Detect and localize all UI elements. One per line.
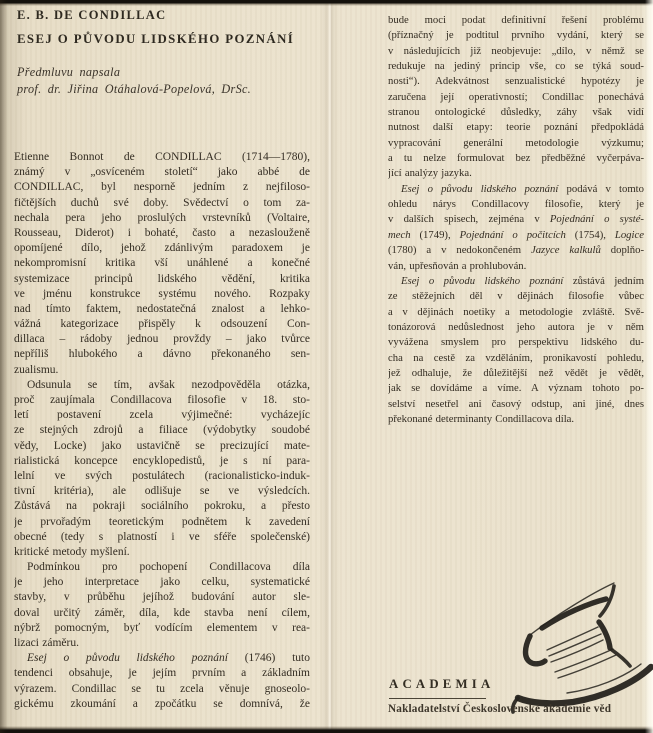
text-line: Podmínkou pro pochopení Condillacova díla	[27, 561, 310, 574]
paragraph-intro	[14, 150, 310, 378]
text-line: jež odhaluje, že důležitější než vědět je vědět,	[388, 366, 644, 379]
text-line: ohledu nárys Condillacovy filosofie, který je	[388, 198, 644, 211]
text-line: a tu nelze formulovat bez předběžné vyčerpáva-	[388, 152, 644, 165]
text-line: Esej o původu lidského poznání podává v tomto	[401, 182, 644, 195]
text-line: nutnost další etapy: teorie poznání předpokládá	[388, 121, 644, 134]
publisher-name: ACADEMIA	[389, 677, 495, 691]
text-line: Esej o původu lidského poznání (1746) tuto	[27, 652, 310, 665]
book-title: ESEJ O PŮVODU LIDSKÉHO POZNÁNÍ	[17, 32, 295, 46]
text-line: Zůstává na pokraji sociálního pokroku, a přesto	[14, 500, 310, 513]
text-line: selství nesetřel ani časový odstup, ani jiné, dnes	[388, 397, 644, 410]
open-book-sketch-icon	[495, 550, 653, 720]
text-line: lizaci záměru.	[14, 637, 79, 649]
right-text-column	[388, 13, 644, 427]
paragraph-question	[14, 378, 310, 560]
text-line: zaručena její operativností; Condillac ponechává	[388, 90, 644, 103]
text-line: nekompromisní kritika vší unáhlené a konečné	[14, 257, 310, 270]
text-line: jak se dovídáme a víme. A význam tohoto po-	[388, 382, 644, 395]
text-line: Odsunula se tím, avšak nezodpověděla otázka,	[27, 378, 310, 391]
text-line: gickému zkoumání a zpočátku se domnívá, že	[14, 697, 310, 710]
text-line: redukuje na jediný princip vše, co se týká soud-	[388, 60, 644, 73]
text-line: ze stejných zdrojů a filiace (výdobytky soudobé	[14, 424, 310, 437]
text-line: rialistická koncepce encyklopedistů, je s ní para-	[14, 454, 310, 467]
publisher-underline	[389, 698, 486, 699]
text-line: Etienne Bonnot de CONDILLAC (1714—1780),	[14, 151, 310, 163]
text-line: fičtějších duchů své doby. Svědectví o tom za-	[14, 196, 310, 209]
text-line: obecné (tedy s platností i ve sféře společenské)	[14, 530, 310, 543]
publisher-subtitle: Nakladatelství Československé akademie věd	[388, 703, 612, 715]
scan-edge-top	[0, 0, 653, 6]
scan-edge-bottom	[0, 726, 653, 733]
text-line: vědy, Locke) jako ustavičně se precizující mate-	[14, 439, 310, 452]
text-line: je prvořadým teoretickým podnětem k zavedení	[14, 515, 310, 528]
preface-credit	[17, 64, 251, 98]
text-line: ze stěžejních děl v dějinách filosofie vůbec	[388, 290, 644, 303]
paragraph-continuation	[388, 13, 644, 182]
text-line: (1780) a v nedokončeném Jazyce kalkulů doplňo-	[388, 244, 644, 257]
text-line: je jeho interpretace jako celku, systematické	[14, 576, 310, 589]
text-line: jící analýzy jazyka.	[388, 167, 472, 180]
text-line: doval určitý záměr, díla, kde stavba není cílem,	[14, 606, 310, 619]
text-line: vyvážena smyslem pro perspektivu lidského du-	[388, 336, 644, 349]
text-line: nosti“). Adekvátnost senzualistické hypotézy je	[388, 75, 644, 88]
text-line: CONDILLAC, byl nesporně jedním z nejfiloso-	[14, 181, 310, 194]
preface-author: prof. dr. Jiřina Otáhalová-Popelová, DrSc.	[17, 82, 252, 96]
text-line: stranou ontologické důsledky, záhy však vidí	[388, 106, 644, 119]
text-line: ván, upřesňován a prohlubován.	[388, 259, 527, 272]
text-line: dillaca – rádoby jednou provždy – jako tvůrce	[14, 333, 310, 346]
text-line: systemizace principů lidského vědění, kritika	[14, 272, 310, 285]
scan-edge-left	[0, 0, 7, 733]
paragraph-other-works	[388, 182, 644, 274]
text-line: letí postavení zcela výjimečné: vycházejíc	[14, 409, 310, 422]
text-line: a v dějinách noetiky a metodologie zvláště. Svě-	[388, 305, 644, 318]
text-line: proč zaujímala Condillacova filosofie v 18. sto-	[14, 394, 310, 406]
text-line: v dalších spisech, zejména v Pojednání o systé-	[388, 213, 644, 226]
author-name: E. B. DE CONDILLAC	[17, 8, 167, 22]
text-line: Rousseau, Diderot) i bohaté, často a nezaslouženě	[14, 226, 310, 239]
text-line: tonázorová nedůslednost jeho autora je v něm	[388, 320, 644, 333]
text-line: (příznačný je podtitul prvního vydání, který se	[388, 29, 644, 42]
text-line: známý v „osvíceném století“ jako abbé de	[14, 166, 310, 179]
paragraph-interpretation	[14, 560, 310, 651]
text-line: výrazem. Condillac se tu zcela věnuje gnoseolo-	[14, 682, 310, 695]
text-line: zualismu.	[14, 363, 59, 376]
text-line: vypracování generální metodologie výzkumu;	[388, 136, 644, 149]
text-line: nýbrž pomocným, byť vodícím elementem v rea-	[14, 621, 310, 634]
text-line: mech (1749), Pojednání o počitcích (1754), Logice	[388, 228, 644, 241]
left-text-column	[14, 150, 310, 712]
text-line: lelní ve svých postulátech (racionalisticko-induk-	[14, 469, 310, 482]
text-line: tendenci obsahuje, je jejím prvním a základním	[14, 667, 310, 680]
text-line: nechala pera jeho proslulých vrstevníků (Voltaire,	[14, 211, 310, 224]
text-line: v následujících již neobjevuje: „dílo, v němž se	[388, 44, 644, 57]
text-line: nad tímto faktem, nedostatečná znalost a lehko-	[14, 302, 310, 315]
text-line: bude moci podat definitivní řešení problému	[388, 14, 644, 26]
paragraph-legacy	[388, 274, 644, 427]
text-line: tivní kritéria), ale odlišuje se ve výsledcích.	[14, 485, 310, 498]
text-line: opomíjené dílo, jehož zdánlivým paradoxem je	[14, 242, 310, 255]
preface-line: Předmluvu napsala	[17, 65, 121, 79]
text-line: ve jménu konstrukce systému nového. Rozpaky	[14, 287, 310, 300]
center-fold-crease	[320, 0, 340, 733]
text-line: nepříliš hlubokého a dávno překonaného sen-	[14, 348, 310, 361]
text-line: cha na cestě za vzděláním, pronikavostí pohledu,	[388, 351, 644, 364]
text-line: Esej o původu lidského poznání zůstává jedním	[401, 274, 644, 287]
text-line: kritické metody myšlení.	[14, 545, 130, 558]
text-line: překonané determinanty Condillacova díla.	[388, 412, 575, 425]
text-line: vážná kategorizace přispěly k odsouzení Con-	[14, 318, 310, 331]
text-line: stavby, v průběhu jejíhož budování autor sle-	[14, 591, 310, 604]
paragraph-esej-1746	[14, 651, 310, 712]
